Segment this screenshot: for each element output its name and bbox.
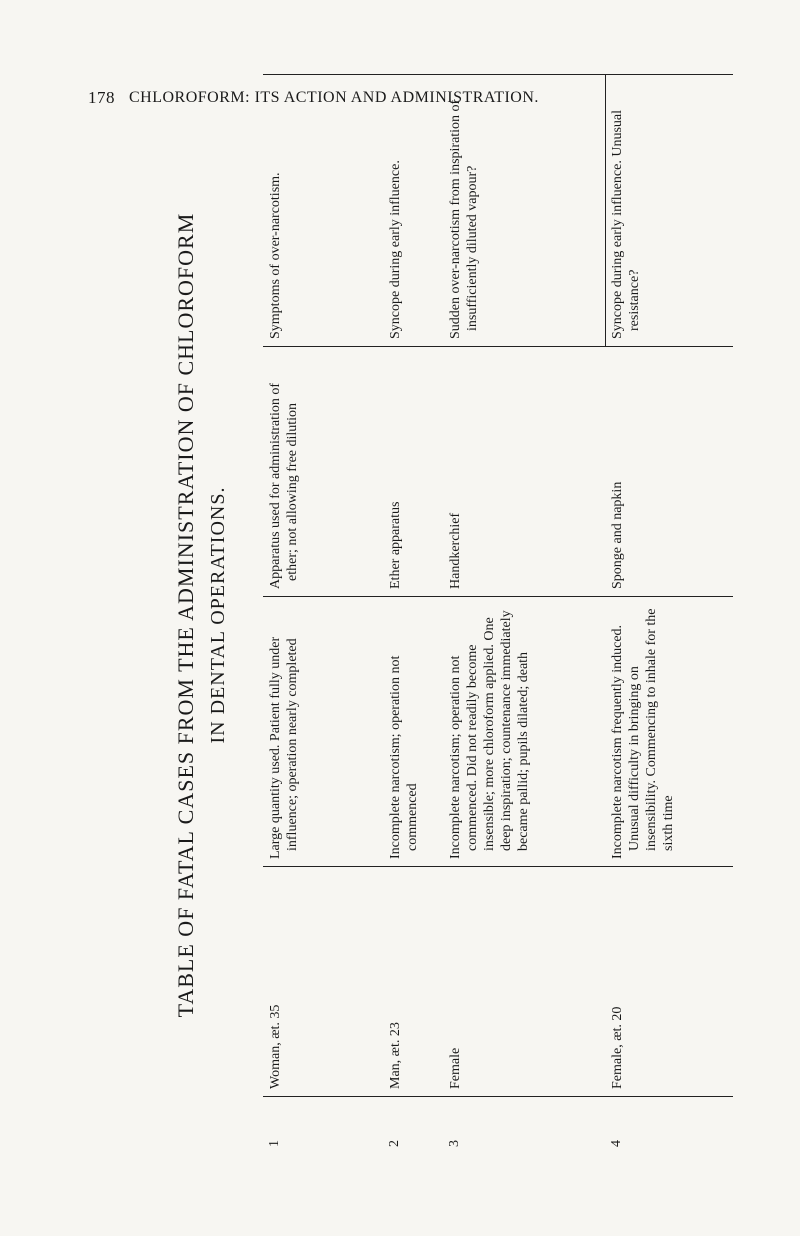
- patient-cell: Female, æt. 20: [610, 1006, 625, 1089]
- case-number: 2: [387, 1140, 402, 1147]
- fatal-cases-table: [263, 75, 733, 1155]
- effect-cell: Large quantity used. Patient fully under influence; operation nearly completed: [268, 636, 300, 859]
- patient-cell: Female: [448, 1047, 463, 1089]
- apparatus-cell: Handkerchief: [448, 512, 463, 589]
- case-number: 4: [609, 1140, 624, 1147]
- patient-cell: Man, æt. 23: [388, 1022, 403, 1089]
- case-number: 3: [447, 1140, 462, 1147]
- running-title: CHLOROFORM: ITS ACTION AND ADMINISTRATION.: [129, 89, 539, 106]
- table-title-block: [165, 75, 255, 1155]
- table-row: [443, 75, 605, 1155]
- effect-cell: Incomplete narcotism; operation not commenced. Did not readily become insensible; more chloroform applied. One deep inspiration; countenance immediately became pallid; pupils dilated; death: [448, 610, 531, 859]
- table-subtitle: IN DENTAL OPERATIONS.: [207, 486, 229, 744]
- patient-cell: Woman, æt. 35: [268, 1004, 283, 1089]
- table-row: [605, 75, 733, 1155]
- apparatus-cell: Ether apparatus: [388, 501, 403, 589]
- apparatus-cell: Sponge and napkin: [610, 481, 625, 589]
- effect-cell: Incomplete narcotism; operation not commenced: [388, 655, 420, 859]
- table-row: [263, 75, 383, 1155]
- page-number: 178: [88, 88, 115, 107]
- rotated-table-page: [165, 75, 775, 1155]
- table-title: TABLE OF FATAL CASES FROM THE ADMINISTRATION OF CHLOROFORM: [173, 212, 198, 1018]
- table-row: [383, 75, 443, 1155]
- symptoms-cell: Sudden over-narcotism from inspiration of insufficiently diluted vapour?: [448, 99, 480, 339]
- apparatus-cell: Apparatus used for administration of ether; not allowing free dilution: [268, 382, 300, 589]
- symptoms-cell: Syncope during early influence.: [388, 160, 403, 339]
- symptoms-cell: Symptoms of over-narcotism.: [268, 172, 283, 339]
- symptoms-cell: Syncope during early influence. Unusual resistance?: [610, 110, 642, 339]
- effect-cell: Incomplete narcotism frequently induced. Unusual difficulty in bringing on insensibility. Commencing to inhale for the sixth time: [610, 608, 676, 859]
- case-number: 1: [267, 1140, 282, 1147]
